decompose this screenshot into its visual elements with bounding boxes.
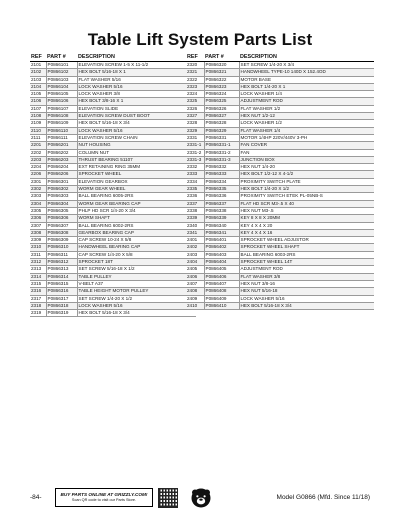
description-cell: ELEVATION SCREW CHAIN (77, 134, 196, 141)
description-cell: TABLE HEIGHT MOTOR PULLEY (77, 288, 196, 295)
ref-cell: 2314 (30, 273, 46, 280)
ref-cell: 2318 (30, 302, 46, 309)
description-cell: WORM SHAFT (77, 215, 196, 222)
description-cell: PHLP HD SCR 1/4-20 X 3/4 (77, 207, 196, 214)
parts-table-left-body (30, 62, 196, 317)
description-cell: HEX BOLT 1/4-20 X 1 (239, 83, 374, 90)
ref-cell: 2303 (30, 193, 46, 200)
description-cell: LOCK WASHER 5/16 (77, 127, 196, 134)
table-row (186, 193, 374, 200)
ref-cell: 2102 (30, 69, 46, 76)
description-cell: HEX NUT M3-.5 (239, 207, 374, 214)
table-row (30, 280, 196, 287)
buy-parts-subtext: Scan QR code to visit our Parts Store. (71, 498, 137, 502)
table-row (30, 310, 196, 317)
table-row (30, 171, 196, 178)
ref-cell: 2301 (30, 178, 46, 185)
table-row (30, 273, 196, 280)
qr-code-icon[interactable] (158, 488, 178, 508)
ref-cell: 2331-3 (186, 156, 204, 163)
part-number-cell: P0866110 (46, 127, 77, 134)
description-cell: MOTOR BASE (239, 76, 374, 83)
table-row (30, 222, 196, 229)
table-row (30, 295, 196, 302)
ref-cell: 2408 (186, 288, 204, 295)
table-row (186, 266, 374, 273)
part-number-cell: P0866312 (46, 259, 77, 266)
table-row (186, 244, 374, 251)
buy-parts-banner[interactable] (55, 488, 153, 507)
table-row (30, 259, 196, 266)
ref-cell: 2106 (30, 98, 46, 105)
description-cell: HEX BOLT 1/2-12 X 4-1/2 (239, 171, 374, 178)
table-row (30, 229, 196, 236)
ref-cell: 2304 (30, 200, 46, 207)
description-cell: SPROCKET WHEEL SHAFT (239, 244, 374, 251)
ref-cell: 2340 (186, 222, 204, 229)
part-number-cell: P0866401 (204, 237, 239, 244)
description-cell: FAN (239, 149, 374, 156)
table-row (186, 215, 374, 222)
part-number-header: PART # (46, 53, 77, 62)
ref-cell: 2101 (30, 62, 46, 69)
ref-cell: 2307 (30, 222, 46, 229)
table-row (186, 186, 374, 193)
description-cell: HEX BOLT 5/16-18 X 1 (77, 69, 196, 76)
table-row (186, 171, 374, 178)
table-row (30, 105, 196, 112)
part-number-cell: P0866410 (204, 302, 239, 309)
description-cell: FLAT WASHER 3/8 (239, 273, 374, 280)
table-row (30, 113, 196, 120)
table-row (186, 120, 374, 127)
part-number-cell: P0866306 (46, 215, 77, 222)
part-number-cell: P0866326 (204, 105, 239, 112)
table-row (186, 91, 374, 98)
page-footer (0, 488, 400, 510)
description-cell: HEX BOLT 5/16-18 X 3/4 (77, 310, 196, 317)
description-cell: FLAT WASHER 1/4 (239, 127, 374, 134)
part-number-cell: P0866340 (204, 222, 239, 229)
part-number-cell: P0866324 (204, 91, 239, 98)
ref-cell: 2326 (186, 105, 204, 112)
part-number-cell: P0866403 (204, 251, 239, 258)
description-cell: MOTOR 1/4HP 220V/440V 3-PH (239, 134, 374, 141)
description-cell: COLUMN NUT (77, 149, 196, 156)
table-row (186, 142, 374, 149)
part-number-cell: P0866314 (46, 273, 77, 280)
table-row (186, 113, 374, 120)
part-number-cell: P0866307 (46, 222, 77, 229)
description-cell: HANDWHEEL TYPE-10 140D X 152.4OD (239, 69, 374, 76)
ref-cell: 2310 (30, 244, 46, 251)
table-row (30, 156, 196, 163)
model-label: Model G0866 (Mfd. Since 11/18) (276, 494, 370, 501)
table-row (30, 62, 196, 69)
part-number-cell: P0866109 (46, 120, 77, 127)
part-number-cell: P0866334 (204, 178, 239, 185)
table-row (30, 69, 196, 76)
part-number-cell: P0866325 (204, 98, 239, 105)
description-cell: NUT HOUSING (77, 142, 196, 149)
description-cell: KEY 4 X 4 X 20 (239, 222, 374, 229)
ref-cell: 2312 (30, 259, 46, 266)
ref-cell: 2316 (30, 288, 46, 295)
ref-cell: 2311 (30, 251, 46, 258)
description-cell: FLAT WASHER 1/2 (239, 105, 374, 112)
ref-cell: 2341 (186, 229, 204, 236)
description-cell: GEARBOX BEARING CAP (77, 229, 196, 236)
part-number-cell: P0866407 (204, 280, 239, 287)
ref-cell: 2329 (186, 127, 204, 134)
parts-table-right-column (186, 53, 374, 310)
ref-cell: 2206 (30, 171, 46, 178)
ref-cell: 2107 (30, 105, 46, 112)
description-cell: JUNCTION BOX (239, 156, 374, 163)
description-cell: BALL BEARING 6005-2RS (77, 193, 196, 200)
parts-table-right (186, 53, 374, 310)
description-cell: SPROCKET WHEEL (77, 171, 196, 178)
part-number-cell: P0866331-3 (204, 156, 239, 163)
table-row (186, 207, 374, 214)
part-number-cell: P0866107 (46, 105, 77, 112)
part-number-cell: P0866318 (46, 302, 77, 309)
description-cell: SPROCKET WHEEL ADJUSTOR (239, 237, 374, 244)
description-cell: TABLE PULLEY (77, 273, 196, 280)
part-number-cell: P0866103 (46, 76, 77, 83)
table-row (186, 229, 374, 236)
ref-cell: 2317 (30, 295, 46, 302)
part-number-cell: P0866302 (46, 186, 77, 193)
part-number-cell: P0866101 (46, 62, 77, 69)
part-number-cell: P0866404 (204, 259, 239, 266)
table-row (186, 222, 374, 229)
description-cell: BALL BEARING 6003-2RS (239, 251, 374, 258)
description-cell: ELEVATION GEARBOX (77, 178, 196, 185)
part-number-cell: P0866304 (46, 200, 77, 207)
buy-parts-headline: BUY PARTS ONLINE AT GRIZZLY.COM! (60, 492, 148, 497)
description-cell: HEX NUT 1/2-12 (239, 113, 374, 120)
part-number-cell: P0866313 (46, 266, 77, 273)
table-row (30, 76, 196, 83)
ref-cell: 2333 (186, 171, 204, 178)
ref-cell: 2404 (186, 259, 204, 266)
part-number-cell: P0866327 (204, 113, 239, 120)
part-number-cell: P0866333 (204, 171, 239, 178)
description-cell: SET SCREW 1/4-20 X 1/2 (77, 295, 196, 302)
part-number-cell: P0866104 (46, 83, 77, 90)
ref-cell: 2308 (30, 229, 46, 236)
ref-cell: 2328 (186, 120, 204, 127)
description-cell: ELEVATION SCREW 1-5 X 11-1/2 (77, 62, 196, 69)
part-number-cell: P0866337 (204, 200, 239, 207)
table-row (30, 193, 196, 200)
table-row (186, 295, 374, 302)
description-cell: WORM GEAR WHEEL (77, 186, 196, 193)
table-row (186, 259, 374, 266)
part-number-cell: P0866315 (46, 280, 77, 287)
part-number-cell: P0866206 (46, 171, 77, 178)
ref-cell: 2302 (30, 186, 46, 193)
description-cell: THRUST BEARING 51107 (77, 156, 196, 163)
parts-table-left-column (30, 53, 196, 317)
table-row (30, 215, 196, 222)
ref-cell: 2332 (186, 164, 204, 171)
description-cell: BALL BEARING 6002-2RS (77, 222, 196, 229)
ref-header: REF (30, 53, 46, 62)
table-row (186, 280, 374, 287)
table-row (30, 186, 196, 193)
description-cell: FLAT WASHER 5/16 (77, 76, 196, 83)
description-cell: SET SCREW 5/16-18 X 1/2 (77, 266, 196, 273)
ref-cell: 2313 (30, 266, 46, 273)
description-cell: LOCK WASHER 1/4 (239, 91, 374, 98)
description-cell: LOCK WASHER 5/16 (77, 83, 196, 90)
page-title: Table Lift System Parts List (87, 30, 313, 49)
table-row (30, 251, 196, 258)
description-header: DESCRIPTION (77, 53, 196, 62)
table-row (186, 288, 374, 295)
part-number-cell: P0866301 (46, 178, 77, 185)
description-cell: WORM GEAR BEARING CAP (77, 200, 196, 207)
ref-cell: 2331-2 (186, 149, 204, 156)
table-row (186, 76, 374, 83)
ref-cell: 2315 (30, 280, 46, 287)
table-row (186, 164, 374, 171)
table-row (186, 98, 374, 105)
description-cell: HEX BOLT 3/8-16 X 1 (77, 98, 196, 105)
ref-cell: 2325 (186, 98, 204, 105)
ref-cell: 2407 (186, 280, 204, 287)
part-number-cell: P0866328 (204, 120, 239, 127)
table-row (186, 273, 374, 280)
ref-cell: 2324 (186, 91, 204, 98)
description-cell: HEX NUT 1/4-20 (239, 164, 374, 171)
ref-cell: 2105 (30, 91, 46, 98)
ref-cell: 2111 (30, 134, 46, 141)
table-header-row (30, 53, 196, 62)
part-number-cell: P0866341 (204, 229, 239, 236)
ref-cell: 2305 (30, 207, 46, 214)
ref-cell: 2201 (30, 142, 46, 149)
ref-cell: 2103 (30, 76, 46, 83)
table-row (30, 134, 196, 141)
description-cell: ELEVATION SCREW DUST BOOT (77, 113, 196, 120)
table-row (30, 244, 196, 251)
table-row (186, 69, 374, 76)
table-row (30, 149, 196, 156)
description-cell: HEX NUT 3/8-16 (239, 280, 374, 287)
ref-cell: 2319 (30, 310, 46, 317)
table-row (30, 302, 196, 309)
part-number-cell: P0866409 (204, 295, 239, 302)
ref-cell: 2321 (186, 69, 204, 76)
part-number-cell: P0866317 (46, 295, 77, 302)
ref-cell: 2322 (186, 76, 204, 83)
part-number-cell: P0866321 (204, 69, 239, 76)
table-row (186, 134, 374, 141)
description-cell: SET SCREW 1/4-20 X 3/4 (239, 62, 374, 69)
parts-table-left (30, 53, 196, 317)
ref-cell: 2204 (30, 164, 46, 171)
description-cell: SPROCKET 18T (77, 259, 196, 266)
ref-cell: 2202 (30, 149, 46, 156)
part-number-cell: P0866105 (46, 91, 77, 98)
ref-cell: 2338 (186, 207, 204, 214)
part-number-cell: P0866203 (46, 156, 77, 163)
part-number-cell: P0866320 (204, 62, 239, 69)
table-row (186, 200, 374, 207)
description-cell: LOCK WASHER 5/16 (77, 302, 196, 309)
table-row (186, 156, 374, 163)
part-number-cell: P0866331-2 (204, 149, 239, 156)
table-row (186, 105, 374, 112)
description-cell: LOCK WASHER 5/16 (239, 295, 374, 302)
ref-cell: 2409 (186, 295, 204, 302)
description-cell: LOCK WASHER 3/8 (77, 91, 196, 98)
description-header: DESCRIPTION (239, 53, 374, 62)
ref-cell: 2405 (186, 266, 204, 273)
part-number-cell: P0866339 (204, 215, 239, 222)
part-number-cell: P0866331-1 (204, 142, 239, 149)
ref-cell: 2337 (186, 200, 204, 207)
part-number-cell: P0866323 (204, 83, 239, 90)
description-cell: CAP SCREW 10-24 X 5/8 (77, 237, 196, 244)
ref-cell: 2402 (186, 244, 204, 251)
part-number-cell: P0866111 (46, 134, 77, 141)
page-number: -84- (30, 494, 42, 501)
table-row (30, 127, 196, 134)
part-number-cell: P0866408 (204, 288, 239, 295)
ref-cell: 2110 (30, 127, 46, 134)
description-cell: HEX BOLT 5/16-18 X 3/4 (77, 120, 196, 127)
description-cell: KEY 4 X 4 X 16 (239, 229, 374, 236)
ref-cell: 2309 (30, 237, 46, 244)
ref-cell: 2401 (186, 237, 204, 244)
ref-cell: 2410 (186, 302, 204, 309)
ref-cell: 2109 (30, 120, 46, 127)
part-number-cell: P0866332 (204, 164, 239, 171)
table-row (186, 178, 374, 185)
description-cell: SPROCKET WHEEL 14T (239, 259, 374, 266)
description-cell: ADJUSTMENT ROD (239, 266, 374, 273)
description-cell: EXT RETAINING RING 35MM (77, 164, 196, 171)
table-row (30, 91, 196, 98)
ref-cell: 2320 (186, 62, 204, 69)
description-cell: LOCK WASHER 1/2 (239, 120, 374, 127)
part-number-cell: P0866336 (204, 193, 239, 200)
table-row (30, 288, 196, 295)
description-cell: ADJUSTMENT ROD (239, 98, 374, 105)
ref-cell: 2339 (186, 215, 204, 222)
description-cell: PROXIMITY SWITCH PLATE (239, 178, 374, 185)
table-row (30, 200, 196, 207)
ref-header: REF (186, 53, 204, 62)
table-row (186, 251, 374, 258)
ref-cell: 2306 (30, 215, 46, 222)
description-cell: HEX BOLT 5/16-18 X 3/4 (239, 302, 374, 309)
ref-cell: 2331-1 (186, 142, 204, 149)
part-number-cell: P0866204 (46, 164, 77, 171)
ref-cell: 2403 (186, 251, 204, 258)
part-number-cell: P0866305 (46, 207, 77, 214)
table-row (30, 178, 196, 185)
part-number-cell: P0866201 (46, 142, 77, 149)
part-number-cell: P0866303 (46, 193, 77, 200)
table-row (30, 98, 196, 105)
description-cell: PROXIMITY SWITCH ETEK PL-05NB-S (239, 193, 374, 200)
part-number-cell: P0866202 (46, 149, 77, 156)
part-number-cell: P0866310 (46, 244, 77, 251)
part-number-cell: P0866108 (46, 113, 77, 120)
part-number-cell: P0866335 (204, 186, 239, 193)
table-header-row (186, 53, 374, 62)
table-row (186, 127, 374, 134)
table-row (186, 149, 374, 156)
description-cell: HEX NUT 5/16-18 (239, 288, 374, 295)
part-number-cell: P0866329 (204, 127, 239, 134)
part-number-cell: P0866406 (204, 273, 239, 280)
part-number-cell: P0866102 (46, 69, 77, 76)
description-cell: V-BELT A37 (77, 280, 196, 287)
part-number-cell: P0866322 (204, 76, 239, 83)
ref-cell: 2406 (186, 273, 204, 280)
part-number-cell: P0866311 (46, 251, 77, 258)
part-number-cell: P0866331 (204, 134, 239, 141)
table-row (30, 164, 196, 171)
description-cell: HEX BOLT 1/4-20 X 1/2 (239, 186, 374, 193)
table-row (30, 120, 196, 127)
description-cell: KEY 8 X 8 X 20MM (239, 215, 374, 222)
part-number-cell: P0866316 (46, 288, 77, 295)
table-row (30, 237, 196, 244)
part-number-cell: P0866405 (204, 266, 239, 273)
ref-cell: 2327 (186, 113, 204, 120)
ref-cell: 2203 (30, 156, 46, 163)
part-number-cell: P0866309 (46, 237, 77, 244)
part-number-cell: P0866338 (204, 207, 239, 214)
description-cell: CAP SCREW 1/4-20 X 5/8 (77, 251, 196, 258)
parts-table-right-body (186, 62, 374, 310)
description-cell: FLAT HD SCR M3-.5 X 40 (239, 200, 374, 207)
table-row (186, 83, 374, 90)
table-row (186, 237, 374, 244)
description-cell: ELEVATION SLIDE (77, 105, 196, 112)
ref-cell: 2104 (30, 83, 46, 90)
part-number-cell: P0866319 (46, 310, 77, 317)
part-number-cell: P0866402 (204, 244, 239, 251)
ref-cell: 2331 (186, 134, 204, 141)
description-cell: FAN COVER (239, 142, 374, 149)
ref-cell: 2335 (186, 186, 204, 193)
part-number-cell: P0866308 (46, 229, 77, 236)
description-cell: HANDWHEEL BEARING CAP (77, 244, 196, 251)
ref-cell: 2323 (186, 83, 204, 90)
table-row (186, 62, 374, 69)
part-number-cell: P0866106 (46, 98, 77, 105)
grizzly-bear-logo-icon (190, 488, 212, 508)
table-row (30, 207, 196, 214)
table-row (30, 266, 196, 273)
ref-cell: 2334 (186, 178, 204, 185)
table-row (186, 302, 374, 309)
table-row (30, 83, 196, 90)
part-number-header: PART # (204, 53, 239, 62)
table-row (30, 142, 196, 149)
ref-cell: 2108 (30, 113, 46, 120)
ref-cell: 2336 (186, 193, 204, 200)
